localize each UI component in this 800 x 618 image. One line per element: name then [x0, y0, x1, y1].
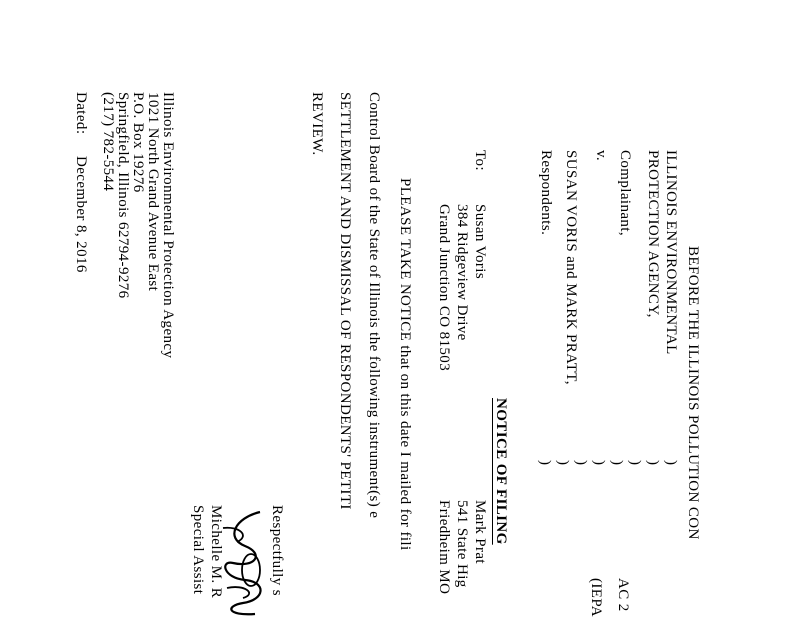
court-title: BEFORE THE ILLINOIS POLLUTION CON: [685, 246, 701, 540]
signature-image: [215, 508, 275, 618]
case-number: AC 2: [615, 578, 631, 612]
recipient1-address1: 384 Ridgeview Drive: [454, 204, 470, 341]
recipient2-address2: Friedheim MO: [436, 500, 452, 595]
dated-label: Dated:: [73, 92, 89, 135]
signer-name: Michelle M. R: [208, 505, 224, 599]
recipient1-name: Susan Voris: [472, 204, 488, 280]
body-line2: Control Board of the State of Illinois the following instrument(s) e: [366, 92, 382, 519]
complainant-label: Complainant,: [617, 150, 633, 237]
caption-paren: ): [663, 460, 679, 466]
dated-value: December 8, 2016: [73, 156, 89, 273]
closing-respectfully: Respectfully s: [269, 505, 285, 597]
caption-paren: ): [627, 460, 643, 466]
versus: v.: [593, 150, 609, 162]
notice-title: NOTICE OF FILING: [493, 398, 509, 545]
complainant-line1: ILLINOIS ENVIRONMENTAL: [663, 150, 679, 355]
agency-line4: Springfield, Illinois 62794-9276: [115, 92, 131, 299]
caption-paren: ): [573, 460, 589, 466]
body-line3: SETTLEMENT AND DISMISSAL OF RESPONDENTS' PETITI: [337, 92, 353, 510]
agency-line2: 1021 North Grand Avenue East: [145, 92, 161, 292]
respondents-names: SUSAN VORIS and MARK PRATT,: [563, 150, 579, 385]
agency-line5: (217) 782-5544: [100, 92, 116, 192]
body-line1: PLEASE TAKE NOTICE that on this date I mailed for fili: [397, 178, 413, 551]
caption-paren: ): [537, 460, 553, 466]
to-label: To:: [472, 150, 488, 171]
complainant-line2: PROTECTION AGENCY,: [645, 150, 661, 318]
caption-paren: ): [645, 460, 661, 466]
body-line4: REVIEW.: [309, 92, 325, 156]
caption-paren: ): [555, 460, 571, 466]
signer-title: Special Assist: [190, 505, 206, 595]
agency-line3: P.O. Box 19276: [130, 92, 146, 193]
caption-paren: ): [609, 460, 625, 466]
case-sub: (IEPA: [588, 578, 604, 617]
recipient2-name: Mark Prat: [472, 500, 488, 565]
recipient1-address2: Grand Junction CO 81503: [436, 204, 452, 372]
recipient2-address1: 541 State Hig: [454, 500, 470, 588]
respondents-label: Respondents.: [538, 150, 554, 236]
agency-line1: Illinois Environmental Protection Agency: [160, 92, 176, 359]
caption-paren: ): [591, 460, 607, 466]
